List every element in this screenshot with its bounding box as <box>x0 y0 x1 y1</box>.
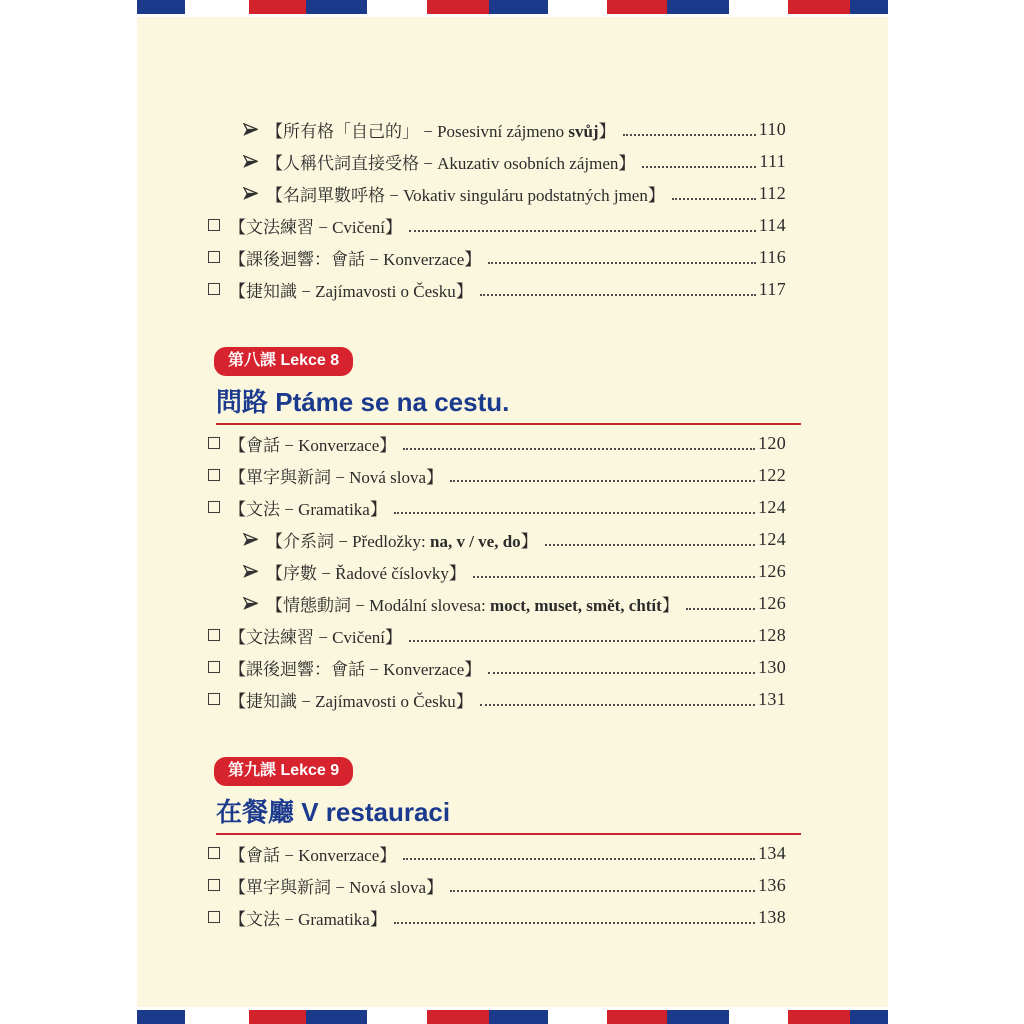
lesson-title: 在餐廳 V restauraci <box>216 798 801 835</box>
page-number: 131 <box>758 688 786 709</box>
checkbox-marker <box>208 251 220 263</box>
page-number: 138 <box>758 906 786 927</box>
dotted-leader <box>403 448 755 450</box>
page-number: 111 <box>759 150 786 171</box>
entry-text: 【文法練習 − Cvičení】 <box>229 627 402 647</box>
toc-entry <box>208 555 786 587</box>
entry-text: 【捷知識 − Zajímavosti o Česku】 <box>229 281 473 301</box>
toc-entry <box>208 651 786 683</box>
toc-entry <box>208 683 786 715</box>
toc-entry <box>208 113 786 145</box>
page-number: 124 <box>758 528 786 549</box>
page-number: 130 <box>758 656 786 677</box>
page-number: 110 <box>758 118 786 139</box>
lesson-badge: 第八課 Lekce 8 <box>214 347 353 376</box>
entry-text: 【會話 − Konverzace】 <box>229 435 397 455</box>
page-number: 114 <box>758 214 786 235</box>
arrow-icon <box>243 565 259 578</box>
lesson-badge: 第九課 Lekce 9 <box>214 757 353 786</box>
dotted-leader <box>394 922 755 924</box>
toc-entry <box>208 273 786 305</box>
checkbox-marker <box>208 661 220 673</box>
checkbox-marker <box>208 879 220 891</box>
toc-entry <box>208 869 786 901</box>
dotted-leader <box>686 608 755 610</box>
entry-text: 【單字與新詞 − Nová slova】 <box>229 467 444 487</box>
lesson-title: 問路 Ptáme se na cestu. <box>216 388 801 425</box>
page-number: 116 <box>758 246 786 267</box>
dotted-leader <box>394 512 755 514</box>
checkbox-marker <box>208 629 220 641</box>
arrow-icon <box>243 187 259 200</box>
dotted-leader <box>450 480 755 482</box>
lesson-9-toc-section <box>208 715 786 933</box>
page-number: 136 <box>758 874 786 895</box>
page-number: 112 <box>758 182 786 203</box>
page-number: 124 <box>758 496 786 517</box>
checkbox-marker <box>208 219 220 231</box>
entry-text: 【序數 − Řadové číslovky】 <box>266 563 466 583</box>
toc-entry <box>208 901 786 933</box>
entry-text: 【情態動詞 − Modální slovesa: moct, muset, smět, chtít】 <box>266 595 679 615</box>
entry-text: 【名詞單數呼格 − Vokativ singuláru podstatných jmen】 <box>266 185 665 205</box>
toc-entry <box>208 145 786 177</box>
page-number: 128 <box>758 624 786 645</box>
checkbox-marker <box>208 847 220 859</box>
dotted-leader <box>488 262 756 264</box>
dotted-leader <box>672 198 756 200</box>
checkbox-marker <box>208 693 220 705</box>
entry-text: 【捷知識 − Zajímavosti o Česku】 <box>229 691 473 711</box>
checkbox-marker <box>208 437 220 449</box>
toc-entry <box>208 209 786 241</box>
entry-text: 【課後迴響：會話 − Konverzace】 <box>229 659 482 679</box>
page-number: 117 <box>758 278 786 299</box>
lesson-8-toc-section <box>208 305 786 715</box>
arrow-icon <box>243 533 259 546</box>
page-number: 120 <box>758 432 786 453</box>
toc-entry <box>208 177 786 209</box>
arrow-icon <box>243 155 259 168</box>
toc-entry <box>208 523 786 555</box>
toc-entry <box>208 619 786 651</box>
dotted-leader <box>480 294 756 296</box>
page-number: 126 <box>758 592 786 613</box>
arrow-icon <box>243 123 259 136</box>
top-border-strip <box>137 0 888 14</box>
dotted-leader <box>409 230 756 232</box>
dotted-leader <box>623 134 756 136</box>
dotted-leader <box>488 672 755 674</box>
entry-text: 【所有格「自己的」 − Posesivní zájmeno svůj】 <box>266 121 616 141</box>
checkbox-marker <box>208 469 220 481</box>
entry-text: 【會話 − Konverzace】 <box>229 845 397 865</box>
arrow-icon <box>243 597 259 610</box>
checkbox-marker <box>208 283 220 295</box>
entry-text: 【文法 − Gramatika】 <box>229 909 387 929</box>
toc-entry <box>208 837 786 869</box>
book-page <box>137 0 888 1024</box>
checkbox-marker <box>208 501 220 513</box>
dotted-leader <box>409 640 755 642</box>
dotted-leader <box>473 576 755 578</box>
toc-paper <box>137 17 888 1007</box>
toc-entry <box>208 491 786 523</box>
toc-entry <box>208 459 786 491</box>
page-number: 122 <box>758 464 786 485</box>
page-number: 134 <box>758 842 786 863</box>
entry-text: 【單字與新詞 − Nová slova】 <box>229 877 444 897</box>
toc-entry <box>208 427 786 459</box>
entry-text: 【人稱代詞直接受格 − Akuzativ osobních zájmen】 <box>266 153 636 173</box>
lesson-7-toc-section <box>208 113 786 305</box>
toc-entry <box>208 241 786 273</box>
dotted-leader <box>642 166 756 168</box>
dotted-leader <box>480 704 755 706</box>
dotted-leader <box>450 890 755 892</box>
toc-entry <box>208 587 786 619</box>
bottom-border-strip <box>137 1010 888 1024</box>
page-number: 126 <box>758 560 786 581</box>
entry-text: 【課後迴響：會話 − Konverzace】 <box>229 249 482 269</box>
entry-text: 【文法 − Gramatika】 <box>229 499 387 519</box>
dotted-leader <box>545 544 755 546</box>
checkbox-marker <box>208 911 220 923</box>
entry-text: 【文法練習 − Cvičení】 <box>229 217 402 237</box>
entry-text: 【介系詞 − Předložky: na, v / ve, do】 <box>266 531 538 551</box>
dotted-leader <box>403 858 755 860</box>
